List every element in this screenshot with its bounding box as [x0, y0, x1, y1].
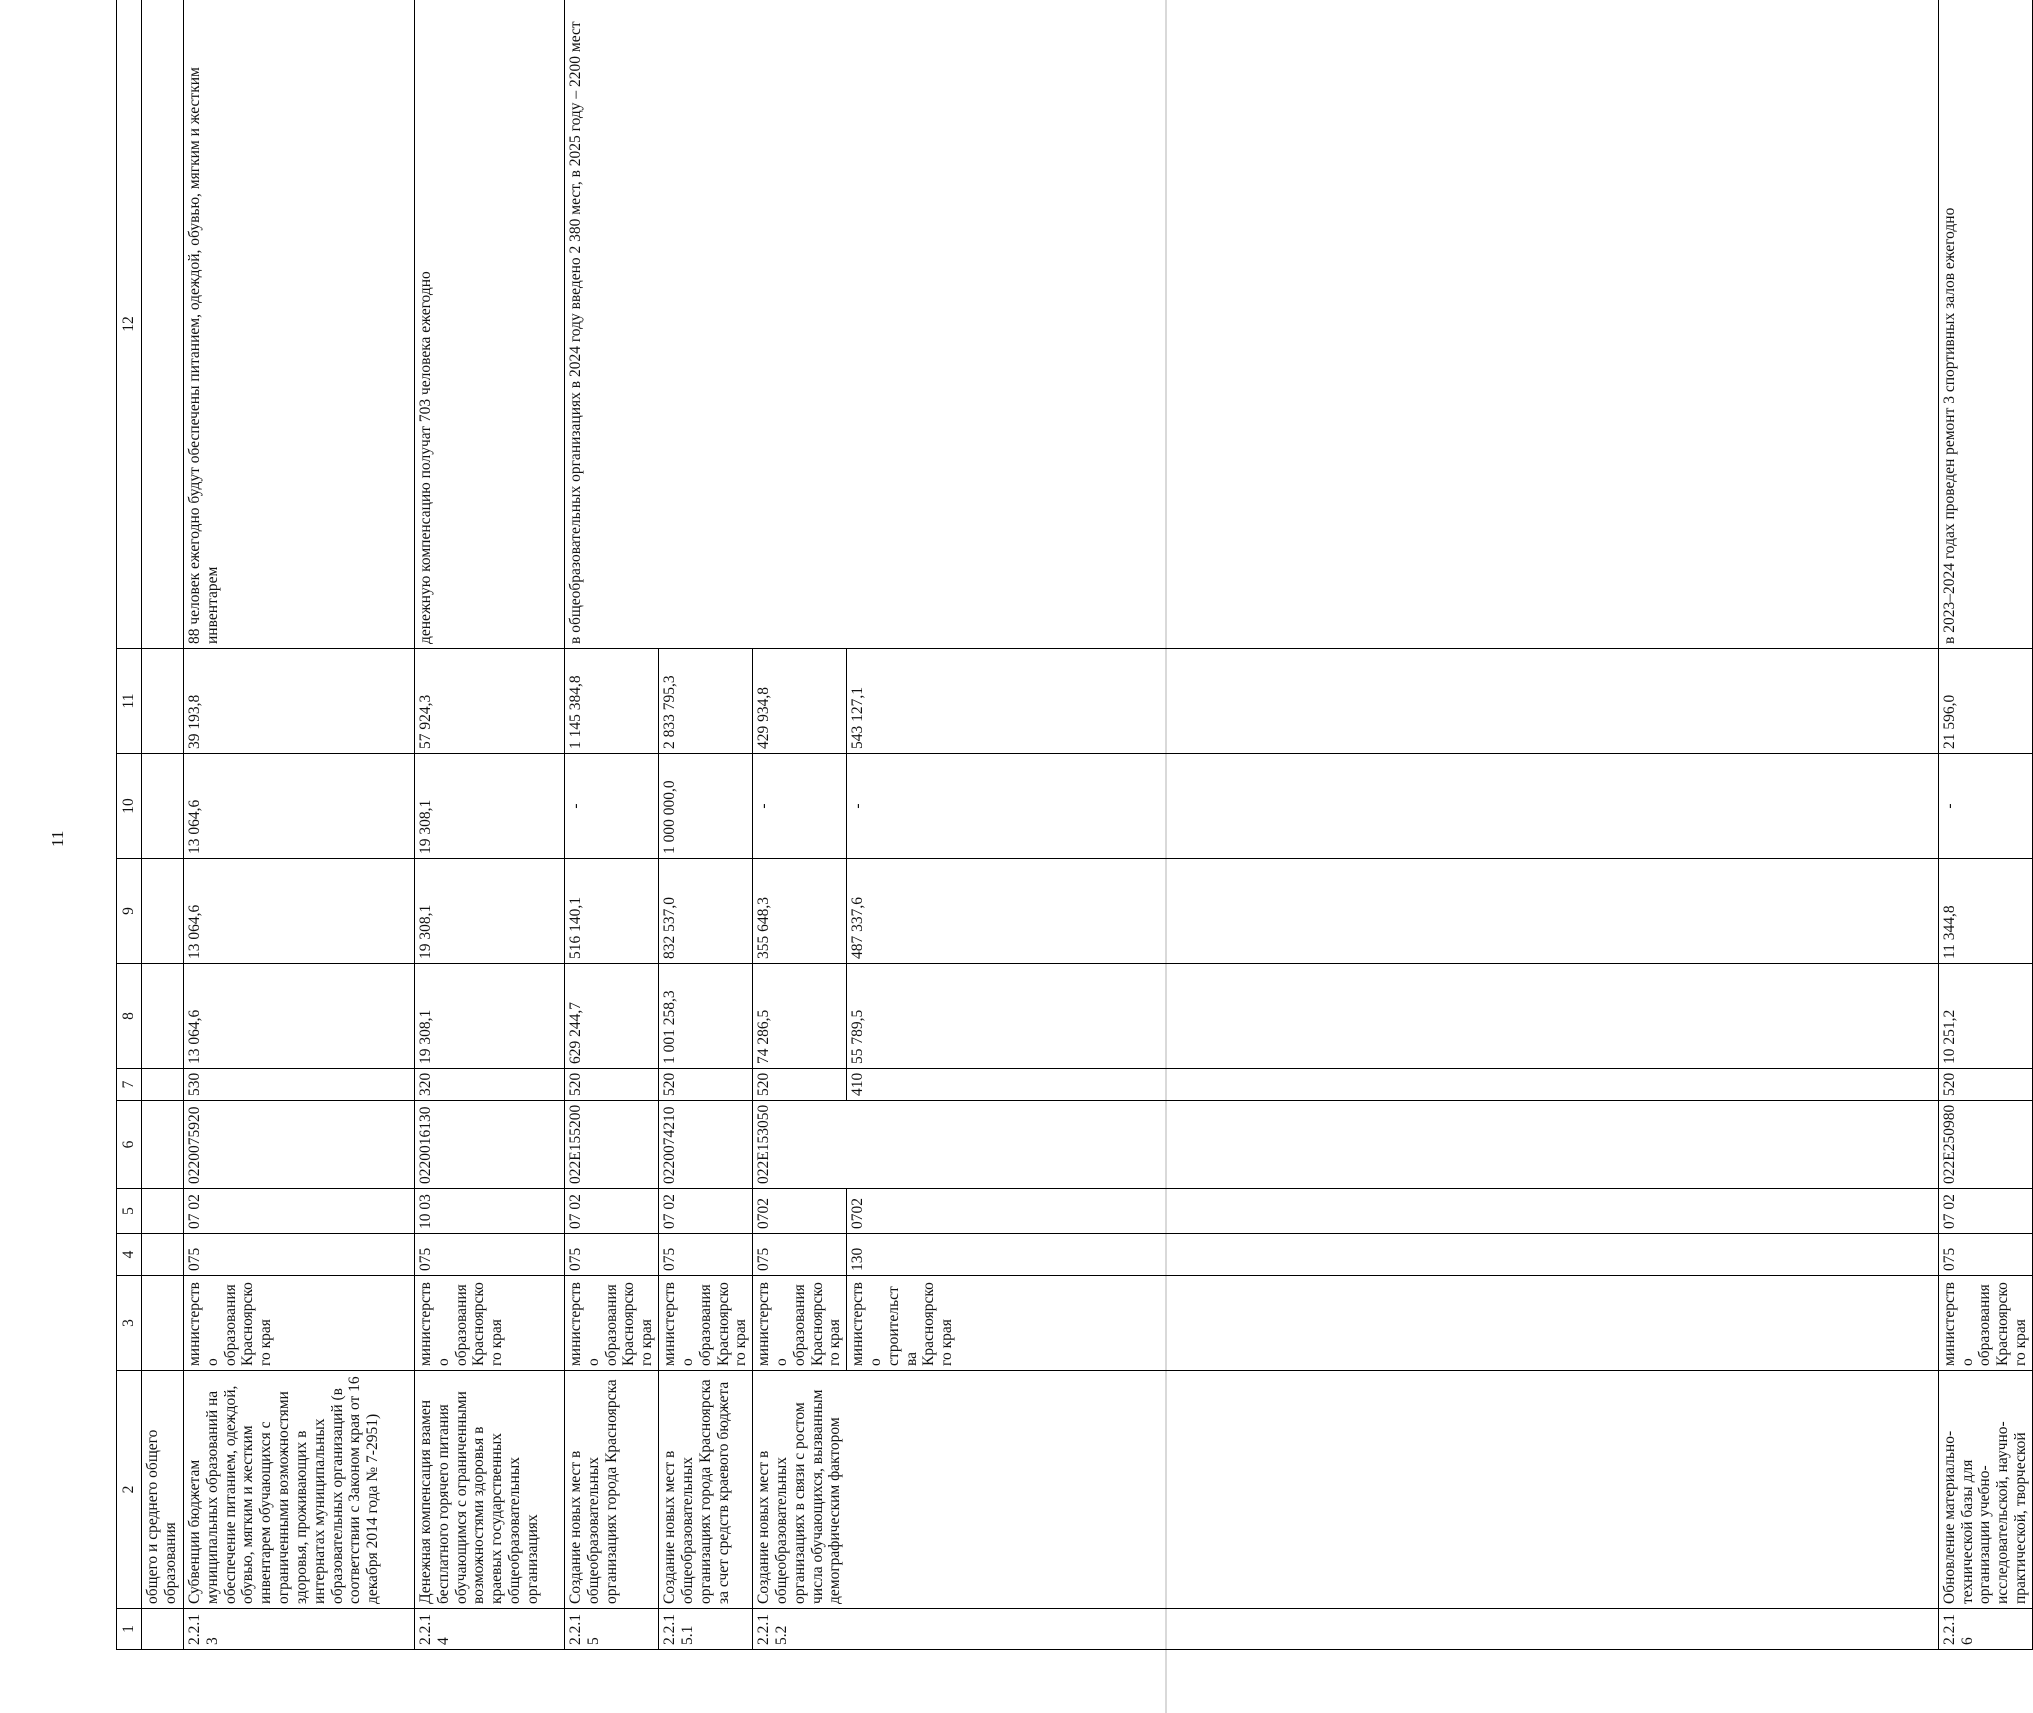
responsible-ministry: министерство образования Красноярского края [415, 1276, 565, 1371]
amount-col9: 487 337,6 [847, 859, 1939, 964]
table-row [1938, 0, 2032, 1650]
code-col6: 0220074210 [659, 1101, 753, 1189]
amount-col8: 55 789,5 [847, 964, 1939, 1069]
code-col7: 520 [1938, 1069, 2032, 1101]
amount-col11: 39 193,8 [184, 649, 415, 754]
amount-col8: 10 251,2 [1938, 964, 2032, 1069]
column-header-1: 1 [117, 1609, 142, 1650]
amount-col11: 429 934,8 [753, 649, 847, 754]
row-number: 2.2.15 [565, 1609, 659, 1650]
amount-col11: 2 833 795,3 [659, 649, 753, 754]
continuation-text: общего и среднего общего образования [142, 1371, 184, 1609]
expected-result: в общеобразовательных организациях в 2024 году введено 2 380 мест, в 2025 году – 2200 мест [565, 0, 1939, 649]
column-header-3: 3 [117, 1276, 142, 1371]
row-number: 2.2.14 [415, 1609, 565, 1650]
code-col7: 410 [847, 1069, 1939, 1101]
code-col4: 075 [565, 1234, 659, 1276]
table-row [184, 0, 415, 1650]
column-header-9: 9 [117, 859, 142, 964]
code-col7: 530 [184, 1069, 415, 1101]
column-header-5: 5 [117, 1189, 142, 1234]
amount-col10: 1 000 000,0 [659, 754, 753, 859]
code-col5: 10 03 [415, 1189, 565, 1234]
amount-col9: 13 064,6 [184, 859, 415, 964]
code-col4: 075 [415, 1234, 565, 1276]
code-col5: 07 02 [1938, 1189, 2032, 1234]
code-col7: 320 [415, 1069, 565, 1101]
amount-col11: 543 127,1 [847, 649, 1939, 754]
code-col5: 07 02 [184, 1189, 415, 1234]
activity-name: Денежная компенсация взамен бесплатного горячего питания обучающимся с ограниченными возможностями здоровья в краевых государственных общеобразовательных организациях [415, 1371, 565, 1609]
amount-col8: 629 244,7 [565, 964, 659, 1069]
amount-col11: 21 596,0 [1938, 649, 2032, 754]
expected-result: денежную компенсацию получат 703 человека ежегодно [415, 0, 565, 649]
amount-col9: 516 140,1 [565, 859, 659, 964]
amount-col10: - [753, 754, 847, 859]
column-header-6: 6 [117, 1101, 142, 1189]
amount-col9: 832 537,0 [659, 859, 753, 964]
code-col4: 075 [659, 1234, 753, 1276]
expected-result: 88 человек ежегодно будут обеспечены питанием, одеждой, обувью, мягким и жестким инвентарем [184, 0, 415, 649]
activity-name: Создание новых мест в общеобразовательных организациях города Красноярска за счет средств краевого бюджета [659, 1371, 753, 1609]
code-col6: 0220075920 [184, 1101, 415, 1189]
code-col7: 520 [659, 1069, 753, 1101]
page-number: 11 [48, 830, 67, 847]
amount-col10: 13 064,6 [184, 754, 415, 859]
code-col4: 075 [1938, 1234, 2032, 1276]
code-col6: 022E153050 [753, 1101, 1939, 1189]
row-number: 2.2.15.2 [753, 1609, 1939, 1650]
responsible-ministry: министерство образования Красноярского края [1938, 1276, 2032, 1371]
code-col4: 075 [184, 1234, 415, 1276]
column-header-10: 10 [117, 754, 142, 859]
amount-col9: 355 648,3 [753, 859, 847, 964]
amount-col8: 74 286,5 [753, 964, 847, 1069]
code-col4: 130 [847, 1234, 1939, 1276]
responsible-ministry: министерство строительства Красноярского края [847, 1276, 1939, 1371]
column-header-4: 4 [117, 1234, 142, 1276]
code-col4: 075 [753, 1234, 847, 1276]
responsible-ministry: министерство образования Красноярского края [565, 1276, 659, 1371]
code-col6: 022E250980 [1938, 1101, 2032, 1189]
activity-name: Субвенции бюджетам муниципальных образований на обеспечение питанием, одеждой, обувью, мягким и жестким инвентарем обучающихся с ограниченными возможностями здоровья, проживающих в интернатах муниципальных образовательных организаций (в соответствии с Законом края от 16 декабря 2014 года № 7-2951) [184, 1371, 415, 1609]
amount-col8: 1 001 258,3 [659, 964, 753, 1069]
code-col7: 520 [565, 1069, 659, 1101]
amount-col11: 57 924,3 [415, 649, 565, 754]
activity-name: Создание новых мест в общеобразовательных организациях в связи с ростом числа обучающихся, вызванным демографическим фактором [753, 1371, 1939, 1609]
row-number: 2.2.13 [184, 1609, 415, 1650]
code-col5: 07 02 [565, 1189, 659, 1234]
amount-col8: 19 308,1 [415, 964, 565, 1069]
amount-col8: 13 064,6 [184, 964, 415, 1069]
column-header-12: 12 [117, 0, 142, 649]
amount-col10: - [565, 754, 659, 859]
responsible-ministry: министерство образования Красноярского края [184, 1276, 415, 1371]
table-row [415, 0, 565, 1650]
amount-col9: 11 344,8 [1938, 859, 2032, 964]
row-number: 2.2.16 [1938, 1609, 2032, 1650]
amount-col9: 19 308,1 [415, 859, 565, 964]
row-number: 2.2.15.1 [659, 1609, 753, 1650]
amount-col10: - [1938, 754, 2032, 859]
column-header-2: 2 [117, 1371, 142, 1609]
budget-table-sheet [116, 0, 2029, 1650]
code-col6: 0220016130 [415, 1101, 565, 1189]
expected-result: в 2023–2024 годах проведен ремонт 3 спортивных залов ежегодно [1938, 0, 2032, 649]
responsible-ministry: министерство образования Красноярского края [753, 1276, 847, 1371]
amount-col10: - [847, 754, 1939, 859]
budget-table [116, 0, 2033, 1650]
code-col7: 520 [753, 1069, 847, 1101]
code-col5: 0702 [753, 1189, 847, 1234]
activity-name: Обновление материально-технической базы для организации учебно-исследовательской, научно-практической, творческой [1938, 1371, 2032, 1609]
code-col5: 0702 [847, 1189, 1939, 1234]
activity-name: Создание новых мест в общеобразовательных организациях города Красноярска [565, 1371, 659, 1609]
column-number-row [117, 0, 142, 1650]
code-col5: 07 02 [659, 1189, 753, 1234]
table-row [565, 0, 659, 1650]
continuation-row [142, 0, 184, 1650]
column-header-8: 8 [117, 964, 142, 1069]
amount-col11: 1 145 384,8 [565, 649, 659, 754]
amount-col10: 19 308,1 [415, 754, 565, 859]
column-header-11: 11 [117, 649, 142, 754]
column-header-7: 7 [117, 1069, 142, 1101]
responsible-ministry: министерство образования Красноярского края [659, 1276, 753, 1371]
code-col6: 022E155200 [565, 1101, 659, 1189]
